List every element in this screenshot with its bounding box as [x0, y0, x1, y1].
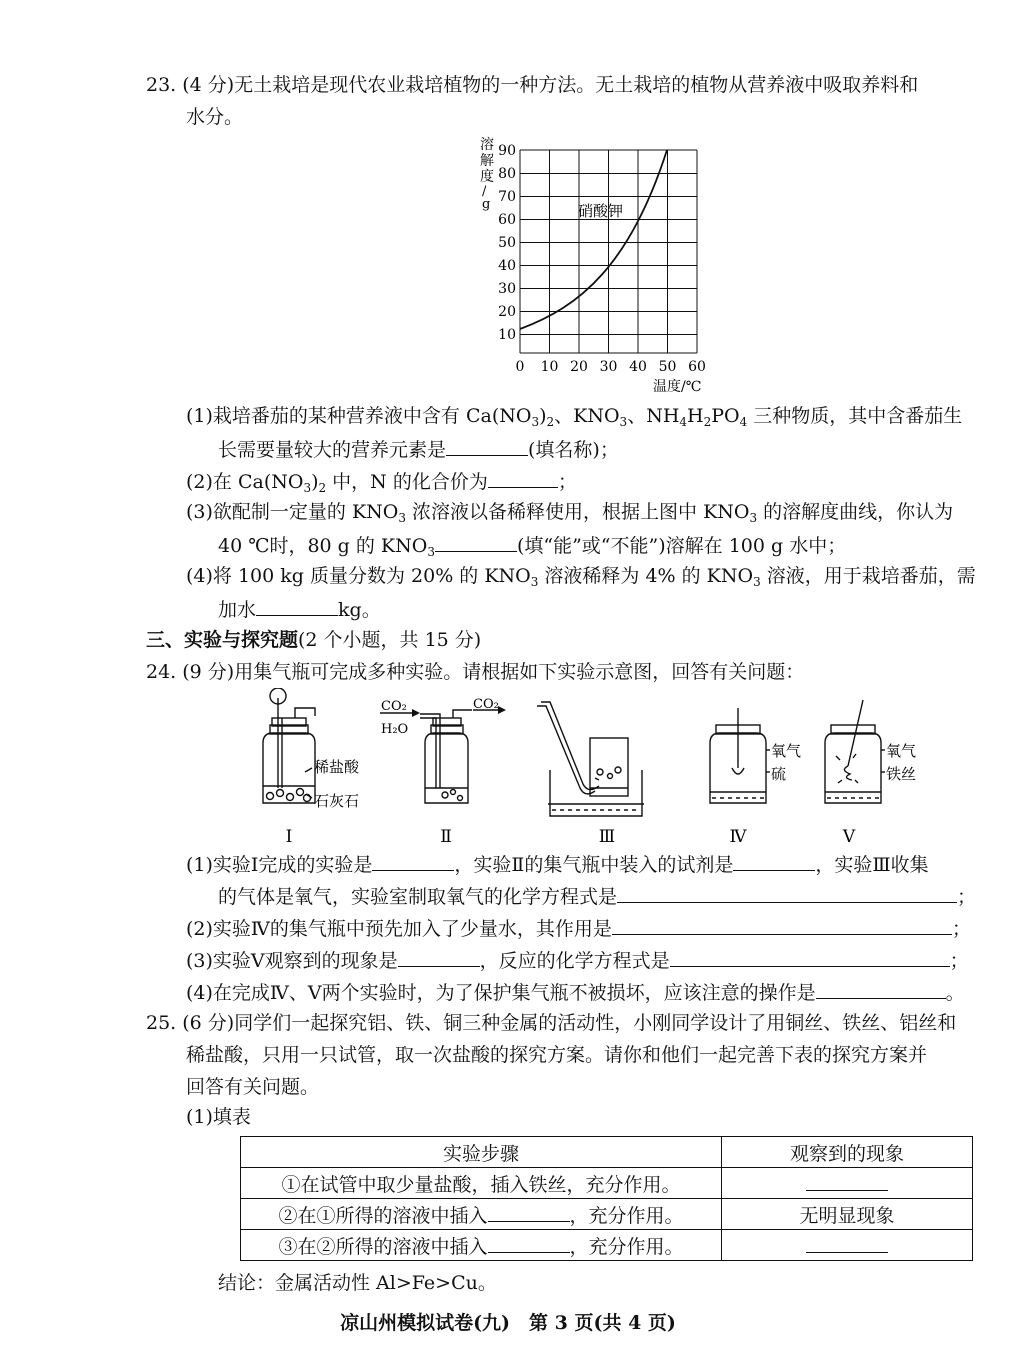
q25-stem-line1: 25. (6 分)同学们一起探究铝、铁、铜三种金属的活动性，小刚同学设计了用铜丝、铁丝、铝丝和: [146, 1012, 957, 1034]
x-tick-40: 40: [629, 359, 647, 375]
apparatus-figure: [250, 688, 940, 850]
x-tick-10: 10: [540, 359, 559, 375]
chart-ylabel-3: 度: [480, 169, 494, 185]
answer-blank[interactable]: [670, 946, 950, 967]
table-row: [241, 1168, 973, 1199]
x-tick-30: 30: [599, 359, 618, 375]
chart-ylabel-5: g: [482, 197, 491, 212]
q25-fill-table-label: (1)填表: [186, 1106, 251, 1128]
table-header-observations: 观察到的现象: [722, 1137, 973, 1168]
page-footer: 凉山州模拟试卷(九) 第 3 页(共 4 页): [340, 1312, 676, 1334]
y-tick-80: 80: [498, 166, 516, 182]
chart-ylabel-2: 解: [480, 153, 494, 169]
fig-label-co2-in: CO₂: [381, 699, 407, 714]
fig-num-1: Ⅰ: [285, 827, 293, 847]
q23-stem-line1: 23. (4 分)无土栽培是现代农业栽培植物的一种方法。无土栽培的植物从营养液中吸取养料和: [146, 74, 919, 96]
q24-part1-line1: (1)实验Ⅰ完成的实验是 ，实验Ⅱ的集气瓶中装入的试剂是 ，实验Ⅲ收集: [186, 850, 929, 878]
q23-part4-line2: 加水 kg。: [218, 595, 381, 623]
y-tick-90: 90: [498, 143, 516, 159]
q24-part1-line2: 的气体是氧气，实验室制取氧气的化学方程式是 ；: [218, 882, 976, 910]
q23-stem-line2: 水分。: [186, 106, 244, 128]
answer-blank[interactable]: [446, 435, 528, 456]
q23-part1-line1: (1)栽培番茄的某种营养液中含有 $Ca(NO_3)_2$、$KNO_3$、$NH_4H_2PO_4$ 三种物质，其中含番茄生: [186, 405, 963, 429]
fig-num-4: Ⅳ: [729, 827, 747, 847]
table-cell-step: ②在①所得的溶液中插入 ，充分作用。: [241, 1199, 722, 1230]
table-cell-observation: [722, 1168, 973, 1199]
q24-part2: (2)实验Ⅳ的集气瓶中预先加入了少量水，其作用是 ；: [186, 914, 971, 942]
y-tick-60: 60: [498, 212, 516, 228]
table-cell-observation: 无明显现象: [722, 1199, 973, 1230]
kno3-solubility-curve: [520, 150, 667, 329]
fig-label-hcl: 稀盐酸: [314, 758, 360, 776]
q24-stem: 24. (9 分)用集气瓶可完成多种实验。请根据如下实验示意图，回答有关问题：: [146, 661, 805, 683]
y-tick-50: 50: [498, 235, 516, 251]
fig-label-iron-wire: 铁丝: [886, 765, 917, 783]
fig-label-oxygen-4: 氧气: [771, 742, 802, 760]
x-tick-20: 20: [570, 359, 588, 375]
table-row: [241, 1199, 973, 1230]
fig-num-2: Ⅱ: [440, 827, 452, 847]
table-row: [241, 1230, 973, 1261]
answer-blank[interactable]: [617, 882, 957, 903]
section-heading: 三、实验与探究题(2 个小题，共 15 分): [146, 629, 482, 651]
x-tick-0: 0: [515, 359, 525, 375]
q23-part1-line2: 长需要量较大的营养元素是 (填名称)；: [218, 435, 619, 463]
fig-label-co2-out: CO₂: [473, 697, 499, 712]
fig-label-sulfur: 硫: [771, 765, 787, 783]
solubility-chart: [470, 135, 720, 400]
table-cell-observation: [722, 1230, 973, 1261]
q23-part3-line2: 40 ℃时，80 g 的 $KNO_3$ (填“能”或“不能”)溶解在 100 g 水中；: [218, 531, 846, 565]
y-tick-10: 10: [498, 327, 516, 343]
answer-blank[interactable]: [806, 1170, 888, 1191]
answer-blank[interactable]: [488, 1232, 570, 1253]
answer-blank[interactable]: [733, 850, 815, 871]
answer-blank[interactable]: [612, 914, 952, 935]
fig-num-3: Ⅲ: [598, 827, 616, 847]
answer-blank[interactable]: [816, 978, 946, 999]
q25-stem-line2: 稀盐酸，只用一只试管，取一次盐酸的探究方案。请你和他们一起完善下表的探究方案并: [186, 1044, 928, 1066]
y-tick-30: 30: [498, 281, 516, 297]
q25-stem-line3: 回答有关问题。: [186, 1076, 320, 1098]
q23-part2: (2)在 $Ca(NO_3)_2$ 中，N 的化合价为 ；: [186, 467, 577, 501]
q23-part3-line1: (3)欲配制一定量的 $KNO_3$ 浓溶液以备稀释使用，根据上图中 $KNO_3$ 的溶解度曲线，你认为: [186, 501, 954, 525]
q24-part4: (4)在完成Ⅳ、Ⅴ两个实验时，为了保护集气瓶不被损坏，应该注意的操作是 。: [186, 978, 965, 1006]
curve-label: 硝酸钾: [578, 202, 624, 220]
y-tick-40: 40: [498, 258, 516, 274]
table-cell-step: ①在试管中取少量盐酸，插入铁丝，充分作用。: [241, 1168, 722, 1199]
table-cell-step: ③在②所得的溶液中插入 ，充分作用。: [241, 1230, 722, 1261]
q25-conclusion: 结论：金属活动性 Al>Fe>Cu。: [218, 1272, 497, 1294]
fig-label-oxygen-5: 氧气: [886, 742, 917, 760]
answer-blank[interactable]: [435, 531, 517, 552]
answer-blank[interactable]: [488, 1201, 570, 1222]
experiment-table: [240, 1136, 973, 1261]
fig-label-limestone: 石灰石: [314, 792, 360, 810]
q24-part3: (3)实验Ⅴ观察到的现象是 ，反应的化学方程式是 ；: [186, 946, 969, 974]
fig-num-5: Ⅴ: [842, 827, 856, 847]
answer-blank[interactable]: [806, 1232, 888, 1253]
table-header-steps: 实验步骤: [241, 1137, 722, 1168]
x-tick-60: 60: [688, 359, 706, 375]
table-header-row: [241, 1137, 973, 1168]
answer-blank[interactable]: [398, 946, 480, 967]
chart-ylabel-4: /: [482, 184, 487, 199]
x-tick-50: 50: [658, 359, 677, 375]
answer-blank[interactable]: [488, 467, 558, 488]
fig-label-h2o: H₂O: [381, 722, 409, 737]
y-tick-70: 70: [498, 189, 516, 205]
chart-ylabel-1: 溶: [480, 137, 494, 153]
answer-blank[interactable]: [372, 850, 454, 871]
q23-part4-line1: (4)将 100 kg 质量分数为 20% 的 $KNO_3$ 溶液稀释为 4% 的 $KNO_3$ 溶液，用于栽培番茄，需: [186, 565, 976, 589]
chart-xlabel: 温度/℃: [653, 379, 702, 395]
y-tick-20: 20: [498, 304, 516, 320]
answer-blank[interactable]: [256, 595, 338, 616]
